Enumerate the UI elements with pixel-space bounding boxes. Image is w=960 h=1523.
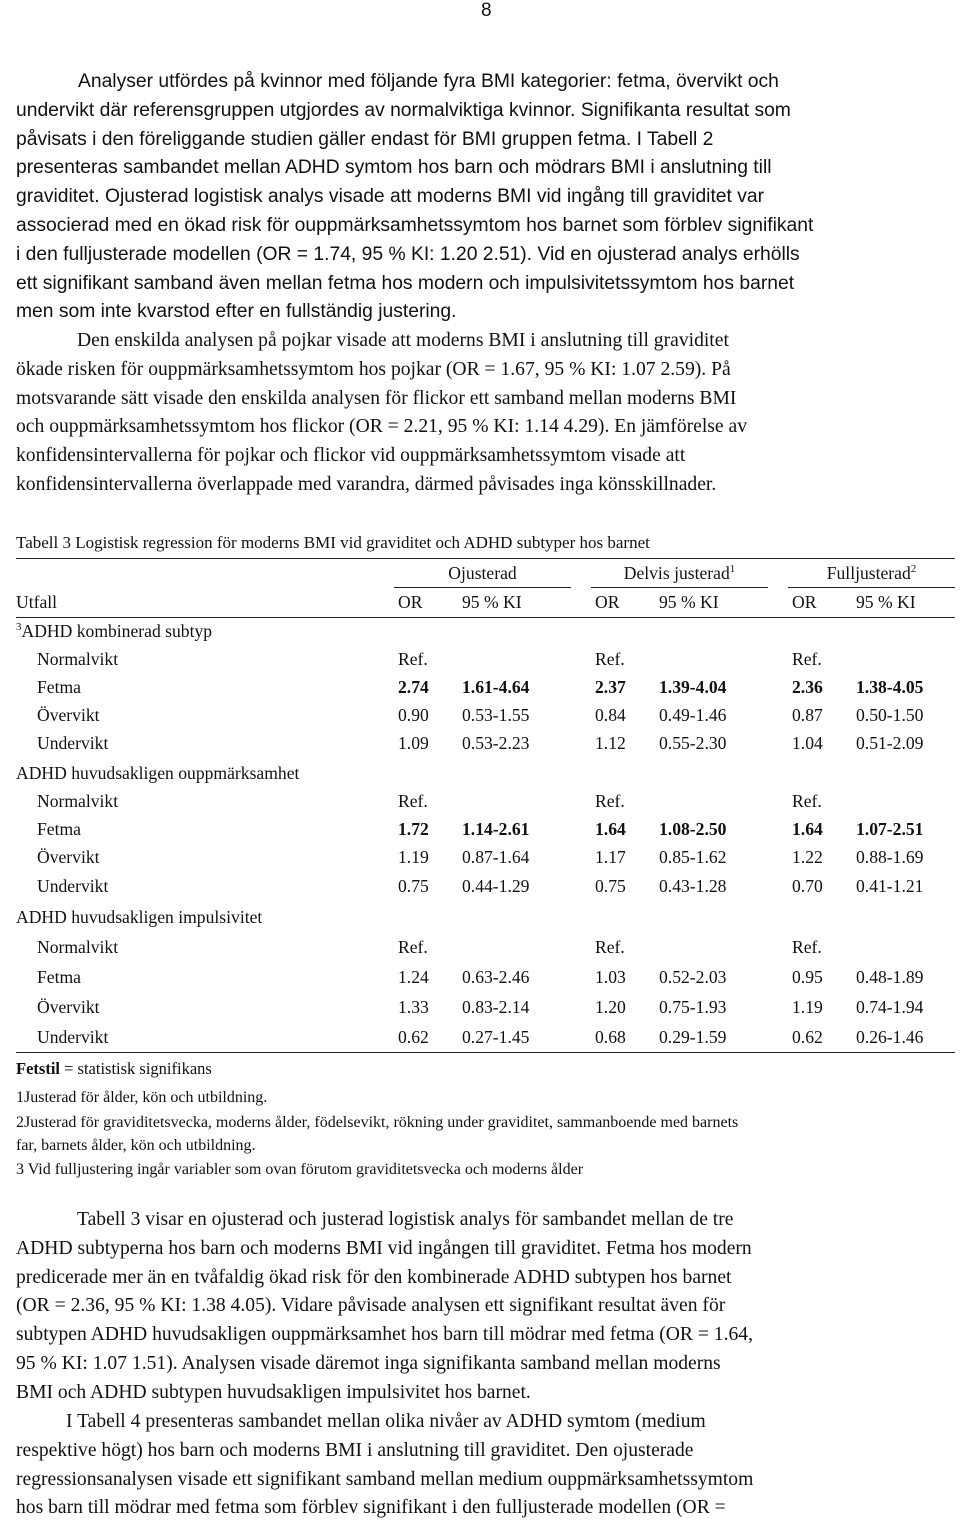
- or-value: 0.62: [398, 1027, 429, 1047]
- or-value: Ref.: [398, 791, 428, 811]
- text-line: respektive högt) hos barn och moderns BMI i anslutning till graviditet. Den ojusterade: [16, 1439, 694, 1461]
- table-top-rule: [16, 558, 955, 559]
- group-underline-ojusterad: [394, 587, 571, 588]
- table-bottom-rule: [16, 1052, 955, 1053]
- ci-value: 0.51-2.09: [856, 733, 924, 753]
- ci-value: 0.53-1.55: [462, 705, 530, 725]
- paragraph-table4-intro: [16, 1408, 956, 1523]
- ci-value: 0.26-1.46: [856, 1027, 924, 1047]
- ci-value: 0.74-1.94: [856, 997, 924, 1017]
- row-label: Undervikt: [37, 1027, 109, 1047]
- group-underline-fulljusterad: [788, 587, 955, 588]
- ci-value: 0.55-2.30: [659, 733, 727, 753]
- text-line: graviditet. Ojusterad logistisk analys visade att moderns BMI vid ingång till graviditet var: [16, 186, 765, 208]
- or-value: 1.64: [792, 819, 823, 839]
- text-line: påvisats i den föreliggande studien gäller endast för BMI gruppen fetma. I Tabell 2: [16, 128, 714, 150]
- ci-value: 0.85-1.62: [659, 847, 727, 867]
- column-header-or: OR: [792, 592, 817, 612]
- or-value: Ref.: [398, 937, 428, 957]
- footnote: far, barnets ålder, kön och utbildning.: [16, 1137, 256, 1154]
- ci-value: 1.39-4.04: [659, 677, 727, 697]
- or-value: 1.22: [792, 847, 823, 867]
- column-header-ci: 95 % KI: [856, 592, 916, 612]
- group-underline-delvis: [591, 587, 768, 588]
- or-value: 1.64: [595, 819, 626, 839]
- column-header-or: OR: [398, 592, 423, 612]
- group-header-delvis-justerad: Delvis justerad$^1$: [623, 563, 736, 583]
- ci-value: 1.38-4.05: [856, 677, 924, 697]
- or-value: 1.17: [595, 847, 626, 867]
- section-title: ADHD huvudsakligen ouppmärksamhet: [16, 763, 300, 783]
- text-line: ökade risken för ouppmärksamhetssymtom hos pojkar (OR = 1.67, 95 % KI: 1.07 2.59). På: [16, 358, 731, 380]
- paragraph-table3-summary: [16, 1206, 956, 1408]
- row-label: Normalvikt: [37, 937, 119, 957]
- ci-value: 0.41-1.21: [856, 876, 924, 896]
- text-line: presenteras sambandet mellan ADHD symtom hos barn och mödrars BMI i anslutning till: [16, 157, 772, 179]
- text-line: konfidensintervallerna överlappade med varandra, därmed påvisades inga könsskillnader.: [16, 473, 717, 495]
- text-line: (OR = 2.36, 95 % KI: 1.38 4.05). Vidare påvisade analysen ett signifikant resultat även för: [16, 1295, 726, 1317]
- row-label: Fetma: [37, 967, 81, 987]
- column-header-ci: 95 % KI: [462, 592, 522, 612]
- ci-value: 1.61-4.64: [462, 677, 530, 697]
- text-line: Analyser utfördes på kvinnor med följande fyra BMI kategorier: fetma, övervikt och: [78, 71, 779, 92]
- footnote: 3 Vid fulljustering ingår variabler som ovan förutom graviditetsvecka och moderns ålder: [16, 1161, 584, 1178]
- text-line: associerad med en ökad risk för ouppmärksamhetssymtom hos barnet som förblev signifikant: [16, 214, 814, 236]
- ci-value: 0.27-1.45: [462, 1027, 530, 1047]
- ci-value: 0.83-2.14: [462, 997, 530, 1017]
- text-line: hos barn till mödrar med fetma som förblev signifikant i den fulljusterade modellen (OR =: [16, 1497, 726, 1519]
- text-line: konfidensintervallerna för pojkar och flickor vid ouppmärksamhetssymtom visade att: [16, 445, 686, 467]
- text-line: ett signifikant samband även mellan fetma hos modern och impulsivitetssymtom hos barnet: [16, 272, 795, 294]
- ci-value: 1.14-2.61: [462, 819, 530, 839]
- or-value: Ref.: [792, 937, 822, 957]
- header-bottom-rule: [16, 617, 955, 618]
- or-value: 1.33: [398, 997, 429, 1017]
- row-label: Normalvikt: [37, 791, 119, 811]
- or-value: Ref.: [595, 649, 625, 669]
- or-value: 1.72: [398, 819, 429, 839]
- footnote: 2Justerad för graviditetsvecka, moderns ålder, födelsevikt, rökning under graviditet, sammanboende med barnets: [16, 1114, 739, 1131]
- text-line: undervikt där referensgruppen utgjordes av normalviktiga kvinnor. Signifikanta resultat som: [16, 99, 791, 121]
- or-value: Ref.: [398, 649, 428, 669]
- row-label: Fetma: [37, 677, 81, 697]
- column-header-utfall: Utfall: [16, 592, 58, 612]
- ci-value: 0.49-1.46: [659, 705, 727, 725]
- ci-value: 1.07-2.51: [856, 819, 924, 839]
- text-line: och ouppmärksamhetssymtom hos flickor (OR = 2.21, 95 % KI: 1.14 4.29). En jämförelse av: [16, 416, 747, 438]
- text-line: regressionsanalysen visade ett signifikant samband mellan medium ouppmärksamhetssymtom: [16, 1468, 754, 1490]
- ci-value: 0.88-1.69: [856, 847, 924, 867]
- or-value: 1.19: [792, 997, 823, 1017]
- or-value: 1.12: [595, 733, 626, 753]
- or-value: 2.74: [398, 677, 429, 697]
- row-label: Undervikt: [37, 733, 109, 753]
- or-value: 0.75: [595, 876, 626, 896]
- or-value: Ref.: [792, 791, 822, 811]
- or-value: 2.37: [595, 677, 626, 697]
- text-line: men som inte kvarstod efter en fullständig justering.: [16, 301, 457, 323]
- or-value: Ref.: [595, 937, 625, 957]
- text-line: ADHD subtyperna hos barn och moderns BMI vid ingången till graviditet. Fetma hos modern: [16, 1237, 752, 1259]
- or-value: 0.87: [792, 705, 823, 725]
- page-number: 8: [481, 0, 492, 21]
- column-header-ci: 95 % KI: [659, 592, 719, 612]
- or-value: 0.95: [792, 967, 823, 987]
- or-value: 1.09: [398, 733, 429, 753]
- ci-value: 0.29-1.59: [659, 1027, 727, 1047]
- section-title: $^3$ADHD kombinerad subtyp: [16, 621, 213, 641]
- table-legend: Fetstil = statistisk signifikans: [16, 1059, 212, 1078]
- table-caption: Tabell 3 Logistisk regression för moderns BMI vid graviditet och ADHD subtyper hos barnet: [16, 533, 650, 552]
- or-value: 1.04: [792, 733, 823, 753]
- or-value: 0.68: [595, 1027, 626, 1047]
- section-title: ADHD huvudsakligen impulsivitet: [16, 907, 263, 927]
- or-value: 0.62: [792, 1027, 823, 1047]
- text-line: Tabell 3 visar en ojusterad och justerad logistisk analys för sambandet mellan de tre: [77, 1209, 734, 1230]
- text-line: I Tabell 4 presenteras sambandet mellan olika nivåer av ADHD symtom (medium: [66, 1411, 706, 1432]
- text-line: motsvarande sätt visade den enskilda analysen för flickor ett samband mellan moderns BMI: [16, 387, 737, 409]
- or-value: Ref.: [595, 791, 625, 811]
- or-value: 1.03: [595, 967, 626, 987]
- or-value: 1.24: [398, 967, 429, 987]
- ci-value: 0.63-2.46: [462, 967, 530, 987]
- or-value: Ref.: [792, 649, 822, 669]
- column-header-or: OR: [595, 592, 620, 612]
- row-label: Normalvikt: [37, 649, 119, 669]
- or-value: 2.36: [792, 677, 823, 697]
- group-header-ojusterad: Ojusterad: [448, 563, 517, 583]
- text-line: subtypen ADHD huvudsakligen ouppmärksamhet hos barn till mödrar med fetma (OR = 1.64,: [16, 1324, 753, 1346]
- ci-value: 0.87-1.64: [462, 847, 530, 867]
- ci-value: 1.08-2.50: [659, 819, 727, 839]
- ci-value: 0.44-1.29: [462, 876, 530, 896]
- footnote: 1Justerad för ålder, kön och utbildning.: [16, 1089, 268, 1106]
- text-line: BMI och ADHD subtypen huvudsakligen impulsivitet hos barnet.: [16, 1381, 531, 1403]
- row-label: Övervikt: [37, 997, 100, 1017]
- ci-value: 0.48-1.89: [856, 967, 924, 987]
- row-label: Övervikt: [37, 705, 100, 725]
- ci-value: 0.53-2.23: [462, 733, 530, 753]
- or-value: 0.90: [398, 705, 429, 725]
- group-header-fulljusterad: Fulljusterad$^2$: [826, 563, 917, 583]
- or-value: 1.20: [595, 997, 626, 1017]
- row-label: Undervikt: [37, 876, 109, 896]
- text-line: predicerade mer än en tvåfaldig ökad risk för den kombinerade ADHD subtypen hos barnet: [16, 1266, 732, 1288]
- text-line: 95 % KI: 1.07 1.51). Analysen visade däremot inga signifikanta samband mellan moderns: [16, 1352, 721, 1374]
- or-value: 1.19: [398, 847, 429, 867]
- paragraph-sex-analysis: [16, 327, 956, 500]
- or-value: 0.70: [792, 876, 823, 896]
- ci-value: 0.75-1.93: [659, 997, 727, 1017]
- ci-value: 0.50-1.50: [856, 705, 924, 725]
- row-label: Fetma: [37, 819, 81, 839]
- or-value: 0.84: [595, 705, 626, 725]
- row-label: Övervikt: [37, 847, 100, 867]
- or-value: 0.75: [398, 876, 429, 896]
- ci-value: 0.43-1.28: [659, 876, 727, 896]
- ci-value: 0.52-2.03: [659, 967, 727, 987]
- text-line: i den fulljusterade modellen (OR = 1.74, 95 % KI: 1.20 2.51). Vid en ojusterad analys erhölls: [16, 243, 800, 265]
- paragraph-intro: [16, 68, 956, 327]
- text-line: Den enskilda analysen på pojkar visade att moderns BMI i anslutning till graviditet: [77, 330, 729, 351]
